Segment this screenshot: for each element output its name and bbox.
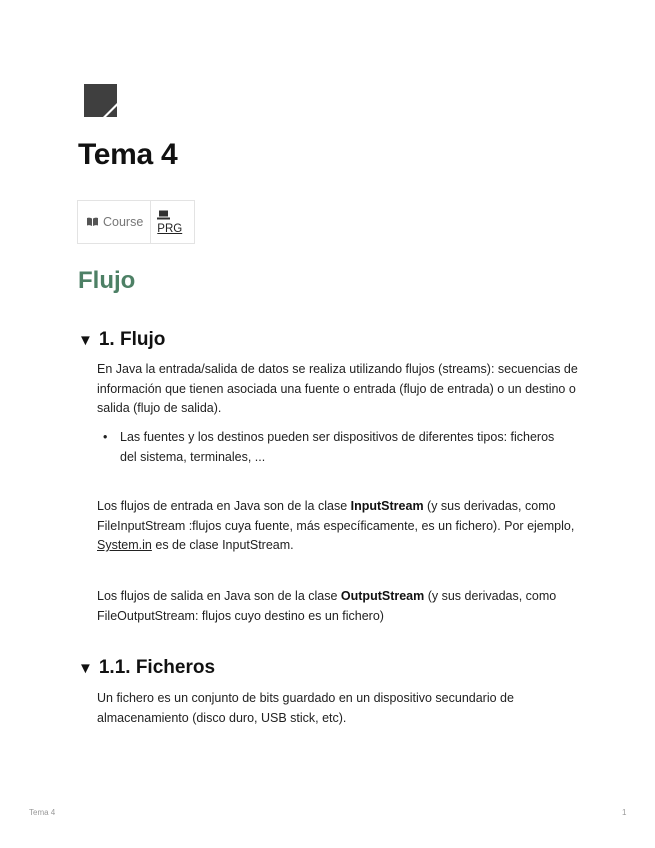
- property-value-link[interactable]: PRG: [157, 222, 183, 235]
- paragraph-intro: En Java la entrada/salida de datos se realiza utilizando flujos (streams): secuencias de información que tienen asociada una fuente o entrada (flujo de entrada) o un destino o salida (flujo de salida).: [97, 362, 578, 415]
- paragraph-inputstream: [97, 497, 587, 556]
- paragraph-ficheros: Un fichero es un conjunto de bits guardado en un dispositivo secundario de almacenamiento (disco duro, USB stick, etc).: [97, 691, 514, 725]
- list-item: [103, 428, 573, 467]
- toggle-ficheros[interactable]: [78, 657, 215, 679]
- system-in-link[interactable]: System.in: [97, 538, 152, 552]
- page-note-icon: [84, 84, 117, 117]
- book-icon: [87, 215, 98, 229]
- property-value-course[interactable]: [151, 201, 194, 243]
- bullet-dot-icon: •: [103, 430, 108, 444]
- property-key-course: [78, 201, 151, 243]
- properties-table: [77, 200, 195, 244]
- paragraph-outputstream: [97, 587, 587, 626]
- list-item-text: Las fuentes y los destinos pueden ser dispositivos de diferentes tipos: ficheros del sistema, terminales, ...: [120, 430, 555, 464]
- text-span: (y sus derivadas, como FileInputStream :flujos cuya fuente, más específicamente, es un fichero). Por ejemplo,: [97, 499, 575, 533]
- toggle-flujo[interactable]: [78, 329, 165, 351]
- footer-page-number: 1: [622, 808, 627, 817]
- bold-term: InputStream: [350, 499, 424, 513]
- bold-term: OutputStream: [340, 589, 425, 603]
- footer-title: Tema 4: [29, 808, 56, 817]
- text-span: Los flujos de salida en Java son de la clase: [97, 589, 341, 603]
- toggle-heading: 1. Flujo: [98, 329, 166, 350]
- toggle-heading: 1.1. Ficheros: [98, 657, 216, 678]
- toggle-triangle-icon[interactable]: ▼: [78, 331, 93, 349]
- laptop-icon: [157, 210, 182, 221]
- text-span: Los flujos de entrada en Java son de la clase: [97, 499, 351, 513]
- text-span: es de clase InputStream.: [151, 538, 294, 552]
- page-title: Tema 4: [78, 138, 178, 171]
- section-heading-flujo: Flujo: [78, 267, 136, 294]
- property-key-label: Course: [103, 215, 144, 229]
- toggle-triangle-icon[interactable]: ▼: [78, 659, 93, 677]
- text-span: (y sus derivadas, como FileOutputStream: flujos cuyo destino es un fichero): [97, 589, 557, 623]
